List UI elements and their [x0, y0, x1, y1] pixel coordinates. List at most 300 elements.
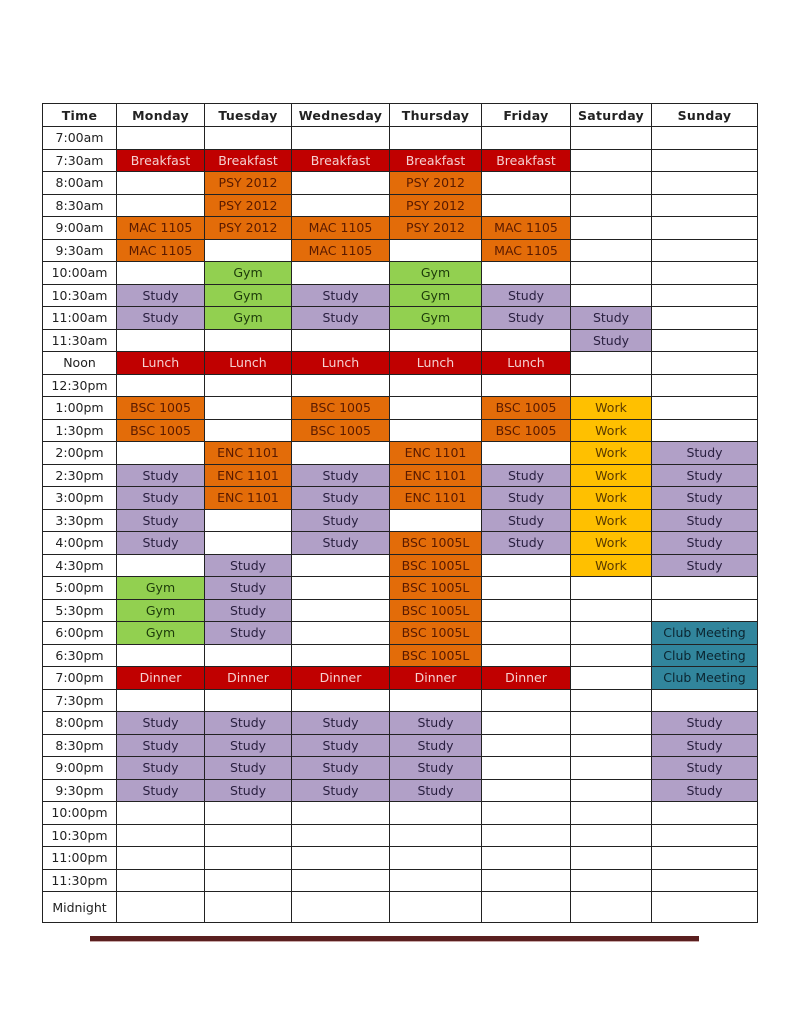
header-sunday: Sunday	[652, 104, 758, 127]
empty-cell	[571, 734, 652, 757]
table-row	[43, 307, 758, 330]
event-cell: ENC 1101	[205, 464, 292, 487]
empty-cell	[390, 869, 482, 892]
empty-cell	[571, 194, 652, 217]
empty-cell	[117, 194, 205, 217]
table-row	[43, 442, 758, 465]
time-cell: 9:30am	[43, 239, 117, 262]
empty-cell	[571, 757, 652, 780]
event-cell: BSC 1005	[482, 419, 571, 442]
empty-cell	[292, 644, 390, 667]
time-cell: 5:30pm	[43, 599, 117, 622]
event-cell: Study	[205, 577, 292, 600]
empty-cell	[652, 307, 758, 330]
schedule-body	[43, 127, 758, 923]
event-cell: BSC 1005	[292, 397, 390, 420]
table-row	[43, 644, 758, 667]
empty-cell	[482, 734, 571, 757]
time-cell: 8:00pm	[43, 712, 117, 735]
time-cell: 11:30pm	[43, 869, 117, 892]
empty-cell	[482, 622, 571, 645]
event-cell: Study	[292, 779, 390, 802]
time-cell: 9:00am	[43, 217, 117, 240]
event-cell: MAC 1105	[292, 217, 390, 240]
time-cell: 11:30am	[43, 329, 117, 352]
event-cell: Study	[205, 599, 292, 622]
header-time: Time	[43, 104, 117, 127]
time-cell: 8:00am	[43, 172, 117, 195]
empty-cell	[205, 892, 292, 923]
empty-cell	[652, 599, 758, 622]
time-cell: 10:30am	[43, 284, 117, 307]
empty-cell	[652, 172, 758, 195]
table-row	[43, 779, 758, 802]
empty-cell	[117, 644, 205, 667]
event-cell: Study	[652, 779, 758, 802]
time-cell: 3:00pm	[43, 487, 117, 510]
empty-cell	[205, 824, 292, 847]
event-cell: Club Meeting	[652, 644, 758, 667]
header-tuesday: Tuesday	[205, 104, 292, 127]
event-cell: ENC 1101	[205, 487, 292, 510]
event-cell: Study	[205, 779, 292, 802]
event-cell: Work	[571, 464, 652, 487]
table-row	[43, 127, 758, 150]
table-row	[43, 734, 758, 757]
empty-cell	[117, 869, 205, 892]
event-cell: Study	[292, 509, 390, 532]
table-row	[43, 172, 758, 195]
table-row	[43, 847, 758, 870]
event-cell: Study	[652, 464, 758, 487]
event-cell: BSC 1005L	[390, 599, 482, 622]
event-cell: Study	[292, 284, 390, 307]
event-cell: Gym	[117, 577, 205, 600]
event-cell: Study	[205, 622, 292, 645]
table-row	[43, 892, 758, 923]
empty-cell	[652, 892, 758, 923]
empty-cell	[652, 802, 758, 825]
event-cell: BSC 1005	[117, 397, 205, 420]
empty-cell	[292, 689, 390, 712]
time-cell: 7:30am	[43, 149, 117, 172]
empty-cell	[390, 847, 482, 870]
event-cell: MAC 1105	[482, 239, 571, 262]
event-cell: Study	[117, 532, 205, 555]
empty-cell	[117, 554, 205, 577]
event-cell: Dinner	[117, 667, 205, 690]
empty-cell	[117, 374, 205, 397]
empty-cell	[205, 419, 292, 442]
empty-cell	[205, 847, 292, 870]
empty-cell	[482, 194, 571, 217]
event-cell: Study	[571, 307, 652, 330]
empty-cell	[292, 577, 390, 600]
empty-cell	[205, 329, 292, 352]
empty-cell	[205, 532, 292, 555]
event-cell: Dinner	[390, 667, 482, 690]
event-cell: Study	[205, 712, 292, 735]
empty-cell	[482, 824, 571, 847]
empty-cell	[482, 374, 571, 397]
event-cell: Study	[205, 734, 292, 757]
empty-cell	[292, 262, 390, 285]
table-row	[43, 824, 758, 847]
empty-cell	[390, 239, 482, 262]
event-cell: BSC 1005	[292, 419, 390, 442]
event-cell: Study	[117, 757, 205, 780]
time-cell: Midnight	[43, 892, 117, 923]
empty-cell	[571, 869, 652, 892]
event-cell: Study	[482, 307, 571, 330]
event-cell: Breakfast	[205, 149, 292, 172]
empty-cell	[482, 802, 571, 825]
event-cell: Study	[652, 757, 758, 780]
empty-cell	[482, 779, 571, 802]
empty-cell	[571, 644, 652, 667]
empty-cell	[482, 172, 571, 195]
event-cell: Dinner	[292, 667, 390, 690]
empty-cell	[482, 554, 571, 577]
empty-cell	[117, 847, 205, 870]
empty-cell	[571, 172, 652, 195]
table-row	[43, 599, 758, 622]
table-row	[43, 509, 758, 532]
empty-cell	[652, 127, 758, 150]
event-cell: Study	[292, 464, 390, 487]
event-cell: PSY 2012	[390, 217, 482, 240]
time-cell: 12:30pm	[43, 374, 117, 397]
empty-cell	[482, 329, 571, 352]
event-cell: Work	[571, 509, 652, 532]
event-cell: Study	[652, 509, 758, 532]
table-row	[43, 622, 758, 645]
empty-cell	[482, 689, 571, 712]
event-cell: Breakfast	[482, 149, 571, 172]
table-row	[43, 802, 758, 825]
empty-cell	[390, 127, 482, 150]
event-cell: Dinner	[205, 667, 292, 690]
time-cell: Noon	[43, 352, 117, 375]
empty-cell	[292, 802, 390, 825]
empty-cell	[390, 824, 482, 847]
empty-cell	[571, 217, 652, 240]
event-cell: Lunch	[390, 352, 482, 375]
time-cell: 10:00pm	[43, 802, 117, 825]
header-saturday: Saturday	[571, 104, 652, 127]
time-cell: 9:00pm	[43, 757, 117, 780]
empty-cell	[117, 172, 205, 195]
time-cell: 10:00am	[43, 262, 117, 285]
empty-cell	[482, 599, 571, 622]
time-cell: 1:00pm	[43, 397, 117, 420]
empty-cell	[652, 869, 758, 892]
header-monday: Monday	[117, 104, 205, 127]
empty-cell	[652, 217, 758, 240]
event-cell: Work	[571, 397, 652, 420]
empty-cell	[292, 869, 390, 892]
table-row	[43, 284, 758, 307]
empty-cell	[571, 712, 652, 735]
event-cell: Gym	[117, 599, 205, 622]
event-cell: ENC 1101	[390, 464, 482, 487]
empty-cell	[117, 262, 205, 285]
event-cell: Gym	[205, 307, 292, 330]
empty-cell	[571, 127, 652, 150]
empty-cell	[117, 802, 205, 825]
empty-cell	[117, 824, 205, 847]
event-cell: Work	[571, 554, 652, 577]
event-cell: BSC 1005	[482, 397, 571, 420]
event-cell: Study	[652, 734, 758, 757]
empty-cell	[652, 149, 758, 172]
time-cell: 7:30pm	[43, 689, 117, 712]
empty-cell	[482, 442, 571, 465]
table-row	[43, 487, 758, 510]
empty-cell	[390, 892, 482, 923]
time-cell: 1:30pm	[43, 419, 117, 442]
empty-cell	[390, 419, 482, 442]
table-row	[43, 554, 758, 577]
event-cell: BSC 1005	[117, 419, 205, 442]
event-cell: Study	[482, 284, 571, 307]
empty-cell	[117, 127, 205, 150]
event-cell: Breakfast	[117, 149, 205, 172]
empty-cell	[652, 329, 758, 352]
empty-cell	[390, 374, 482, 397]
empty-cell	[482, 892, 571, 923]
event-cell: Work	[571, 419, 652, 442]
event-cell: Work	[571, 487, 652, 510]
event-cell: Study	[482, 487, 571, 510]
empty-cell	[571, 847, 652, 870]
event-cell: Study	[482, 464, 571, 487]
table-row	[43, 194, 758, 217]
empty-cell	[292, 622, 390, 645]
empty-cell	[205, 374, 292, 397]
event-cell: Breakfast	[390, 149, 482, 172]
empty-cell	[652, 577, 758, 600]
event-cell: PSY 2012	[205, 217, 292, 240]
empty-cell	[482, 712, 571, 735]
time-cell: 3:30pm	[43, 509, 117, 532]
empty-cell	[205, 127, 292, 150]
time-cell: 7:00am	[43, 127, 117, 150]
event-cell: Study	[117, 779, 205, 802]
empty-cell	[292, 329, 390, 352]
header-row	[43, 104, 758, 127]
event-cell: Study	[292, 757, 390, 780]
event-cell: Study	[117, 487, 205, 510]
time-cell: 6:30pm	[43, 644, 117, 667]
empty-cell	[652, 352, 758, 375]
empty-cell	[571, 352, 652, 375]
table-row	[43, 329, 758, 352]
event-cell: PSY 2012	[205, 172, 292, 195]
event-cell: ENC 1101	[205, 442, 292, 465]
empty-cell	[571, 622, 652, 645]
empty-cell	[652, 374, 758, 397]
empty-cell	[652, 239, 758, 262]
empty-cell	[205, 869, 292, 892]
time-cell: 8:30pm	[43, 734, 117, 757]
time-cell: 9:30pm	[43, 779, 117, 802]
event-cell: Club Meeting	[652, 622, 758, 645]
event-cell: BSC 1005L	[390, 622, 482, 645]
event-cell: Lunch	[482, 352, 571, 375]
event-cell: MAC 1105	[117, 217, 205, 240]
empty-cell	[571, 667, 652, 690]
empty-cell	[571, 262, 652, 285]
empty-cell	[390, 509, 482, 532]
empty-cell	[571, 149, 652, 172]
empty-cell	[292, 847, 390, 870]
empty-cell	[292, 442, 390, 465]
empty-cell	[117, 892, 205, 923]
empty-cell	[390, 689, 482, 712]
empty-cell	[571, 892, 652, 923]
event-cell: Study	[117, 734, 205, 757]
time-cell: 2:30pm	[43, 464, 117, 487]
table-row	[43, 262, 758, 285]
empty-cell	[652, 419, 758, 442]
event-cell: Gym	[205, 262, 292, 285]
event-cell: BSC 1005L	[390, 644, 482, 667]
table-row	[43, 217, 758, 240]
event-cell: Study	[390, 779, 482, 802]
empty-cell	[292, 194, 390, 217]
empty-cell	[205, 689, 292, 712]
event-cell: Gym	[205, 284, 292, 307]
empty-cell	[571, 779, 652, 802]
empty-cell	[652, 824, 758, 847]
event-cell: Gym	[390, 262, 482, 285]
empty-cell	[652, 194, 758, 217]
empty-cell	[571, 824, 652, 847]
empty-cell	[482, 262, 571, 285]
empty-cell	[571, 689, 652, 712]
time-cell: 4:00pm	[43, 532, 117, 555]
empty-cell	[571, 239, 652, 262]
table-row	[43, 689, 758, 712]
event-cell: Gym	[117, 622, 205, 645]
event-cell: Dinner	[482, 667, 571, 690]
table-row	[43, 397, 758, 420]
event-cell: Study	[117, 284, 205, 307]
header-wednesday: Wednesday	[292, 104, 390, 127]
event-cell: Lunch	[117, 352, 205, 375]
event-cell: BSC 1005L	[390, 532, 482, 555]
empty-cell	[652, 689, 758, 712]
time-cell: 5:00pm	[43, 577, 117, 600]
event-cell: Study	[117, 712, 205, 735]
event-cell: Work	[571, 532, 652, 555]
empty-cell	[571, 577, 652, 600]
empty-cell	[292, 374, 390, 397]
empty-cell	[292, 824, 390, 847]
time-cell: 10:30pm	[43, 824, 117, 847]
empty-cell	[652, 847, 758, 870]
table-row	[43, 532, 758, 555]
empty-cell	[292, 892, 390, 923]
table-row	[43, 712, 758, 735]
event-cell: Study	[117, 464, 205, 487]
empty-cell	[571, 374, 652, 397]
empty-cell	[205, 509, 292, 532]
table-row	[43, 464, 758, 487]
event-cell: Study	[205, 757, 292, 780]
empty-cell	[482, 127, 571, 150]
event-cell: Study	[390, 757, 482, 780]
event-cell: Study	[292, 532, 390, 555]
event-cell: Club Meeting	[652, 667, 758, 690]
empty-cell	[292, 554, 390, 577]
event-cell: Study	[205, 554, 292, 577]
empty-cell	[292, 172, 390, 195]
weekly-schedule-table	[42, 103, 758, 923]
empty-cell	[482, 847, 571, 870]
event-cell: ENC 1101	[390, 487, 482, 510]
event-cell: Study	[117, 509, 205, 532]
event-cell: Study	[292, 487, 390, 510]
time-cell: 6:00pm	[43, 622, 117, 645]
empty-cell	[571, 284, 652, 307]
header-thursday: Thursday	[390, 104, 482, 127]
empty-cell	[482, 644, 571, 667]
event-cell: MAC 1105	[292, 239, 390, 262]
event-cell: Study	[482, 509, 571, 532]
event-cell: Study	[652, 712, 758, 735]
event-cell: Study	[652, 487, 758, 510]
empty-cell	[117, 689, 205, 712]
table-row	[43, 239, 758, 262]
event-cell: Lunch	[292, 352, 390, 375]
event-cell: MAC 1105	[117, 239, 205, 262]
time-cell: 7:00pm	[43, 667, 117, 690]
event-cell: Study	[292, 712, 390, 735]
event-cell: Breakfast	[292, 149, 390, 172]
empty-cell	[205, 644, 292, 667]
empty-cell	[482, 869, 571, 892]
table-row	[43, 149, 758, 172]
time-cell: 11:00am	[43, 307, 117, 330]
empty-cell	[652, 397, 758, 420]
table-row	[43, 419, 758, 442]
empty-cell	[390, 329, 482, 352]
table-row	[43, 577, 758, 600]
empty-cell	[390, 802, 482, 825]
event-cell: Study	[390, 712, 482, 735]
header-friday: Friday	[482, 104, 571, 127]
event-cell: Work	[571, 442, 652, 465]
event-cell: BSC 1005L	[390, 554, 482, 577]
event-cell: PSY 2012	[390, 194, 482, 217]
event-cell: MAC 1105	[482, 217, 571, 240]
event-cell: Gym	[390, 307, 482, 330]
table-row	[43, 667, 758, 690]
footer-divider	[90, 936, 699, 942]
table-row	[43, 869, 758, 892]
event-cell: Study	[390, 734, 482, 757]
event-cell: BSC 1005L	[390, 577, 482, 600]
time-cell: 8:30am	[43, 194, 117, 217]
empty-cell	[390, 397, 482, 420]
table-row	[43, 757, 758, 780]
empty-cell	[205, 239, 292, 262]
time-cell: 4:30pm	[43, 554, 117, 577]
empty-cell	[292, 127, 390, 150]
empty-cell	[652, 284, 758, 307]
